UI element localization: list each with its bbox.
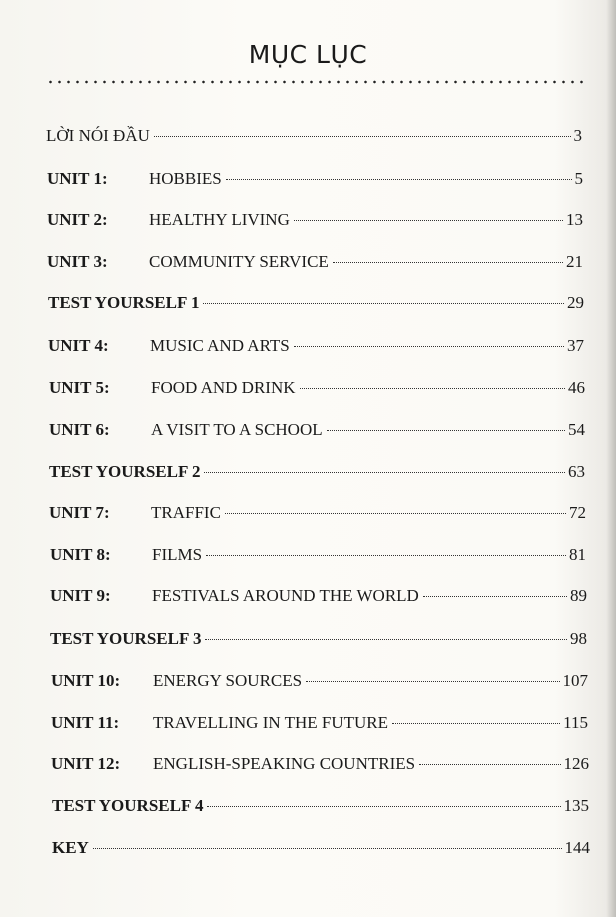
toc-entry-label: TEST YOURSELF 3 xyxy=(50,629,202,648)
toc-entry-label: UNIT 10: xyxy=(51,671,121,690)
toc-entry-label: UNIT 7: xyxy=(49,503,110,522)
toc-entry-page-number: 81 xyxy=(569,545,586,564)
toc-entry-label: UNIT 4: xyxy=(48,336,109,355)
dot-leader xyxy=(419,764,560,765)
toc-entry-label: TEST YOURSELF 2 xyxy=(49,462,201,481)
dot-leader xyxy=(300,388,565,389)
toc-entry-page-number: 144 xyxy=(564,838,590,857)
toc-entry-page-number: 3 xyxy=(573,126,582,145)
toc-entry-title: A VISIT TO A SCHOOL xyxy=(151,420,323,439)
toc-entry xyxy=(51,671,588,691)
toc-entry-page-number: 5 xyxy=(574,169,583,188)
toc-entry xyxy=(48,336,584,356)
toc-entry-title: COMMUNITY SERVICE xyxy=(149,252,329,271)
toc-entry-label: TEST YOURSELF 1 xyxy=(48,293,200,312)
toc-entry-title: TRAVELLING IN THE FUTURE xyxy=(153,713,388,732)
toc-entry-title: FILMS xyxy=(152,545,203,564)
dot-leader xyxy=(327,430,565,431)
toc-entry-label: UNIT 9: xyxy=(50,586,111,605)
toc-entry-page-number: 126 xyxy=(563,754,589,773)
toc-entry xyxy=(50,586,587,606)
toc-entry-page-number: 29 xyxy=(567,293,584,312)
toc-entry xyxy=(47,210,583,230)
toc-entry-page-number: 63 xyxy=(568,462,585,481)
toc-entry-page-number: 54 xyxy=(568,420,585,439)
dot-leader xyxy=(206,555,566,556)
toc-entry-title: ENGLISH-SPEAKING COUNTRIES xyxy=(153,754,416,773)
toc-entry-label: LỜI NÓI ĐẦU xyxy=(46,126,150,145)
toc-entry-page-number: 72 xyxy=(569,503,586,522)
toc-entry xyxy=(49,378,585,398)
toc-entry-label: TEST YOURSELF 4 xyxy=(52,796,204,815)
dot-leader xyxy=(294,220,563,221)
toc-entry xyxy=(48,293,584,313)
toc-entry-page-number: 89 xyxy=(570,586,587,605)
dot-leader xyxy=(203,303,564,304)
toc-entry-label: UNIT 8: xyxy=(50,545,111,564)
toc-entry-label: UNIT 12: xyxy=(51,754,121,773)
toc-entry-title: FESTIVALS AROUND THE WORLD xyxy=(152,586,419,605)
toc-entry-title: ENERGY SOURCES xyxy=(153,671,303,690)
dot-leader xyxy=(225,513,566,514)
dot-leader xyxy=(306,681,559,682)
toc-entry-page-number: 135 xyxy=(563,796,589,815)
toc-entry xyxy=(50,545,586,565)
dot-leader xyxy=(423,596,567,597)
toc-entry-label: UNIT 5: xyxy=(49,378,110,397)
dot-leader xyxy=(204,472,565,473)
toc-entry-page-number: 115 xyxy=(563,713,588,732)
toc-entry xyxy=(47,169,583,189)
toc-entry xyxy=(51,754,589,774)
toc-entry-page-number: 46 xyxy=(568,378,585,397)
toc-entry xyxy=(47,252,583,272)
toc-entry xyxy=(46,126,582,146)
toc-entry-page-number: 13 xyxy=(566,210,583,229)
dot-leader xyxy=(294,346,564,347)
toc-entry-page-number: 37 xyxy=(567,336,584,355)
toc-entry-page-number: 21 xyxy=(566,252,583,271)
toc-entry xyxy=(49,503,586,523)
dot-leader xyxy=(205,639,567,640)
toc-entry xyxy=(50,629,587,649)
toc-entry xyxy=(51,713,588,733)
toc-entry-label: UNIT 2: xyxy=(47,210,108,229)
toc-entry-page-number: 107 xyxy=(562,671,588,690)
toc-entry xyxy=(49,462,585,482)
toc-entry-title: TRAFFIC xyxy=(151,503,221,522)
toc-entry-title: HOBBIES xyxy=(149,169,222,188)
dot-leader xyxy=(333,262,563,263)
toc-entry xyxy=(52,838,590,858)
dot-leader xyxy=(154,136,571,137)
toc-entry-label: UNIT 11: xyxy=(51,713,120,732)
dot-leader xyxy=(226,179,572,180)
toc-entry-label: KEY xyxy=(52,838,89,857)
toc-entry-title: MUSIC AND ARTS xyxy=(150,336,290,355)
toc-entry xyxy=(52,796,589,816)
toc-entry-label: UNIT 1: xyxy=(47,169,108,188)
toc-entry-label: UNIT 6: xyxy=(49,420,110,439)
toc-entry-title: HEALTHY LIVING xyxy=(149,210,290,229)
toc-entry-page-number: 98 xyxy=(570,629,587,648)
toc-entry xyxy=(49,420,585,440)
toc-entry-title: FOOD AND DRINK xyxy=(151,378,296,397)
toc-entry-label: UNIT 3: xyxy=(47,252,108,271)
dot-leader xyxy=(93,848,562,849)
dot-leader xyxy=(392,723,560,724)
toc-heading: MỤC LỤC xyxy=(248,40,368,69)
dot-leader xyxy=(207,806,560,807)
